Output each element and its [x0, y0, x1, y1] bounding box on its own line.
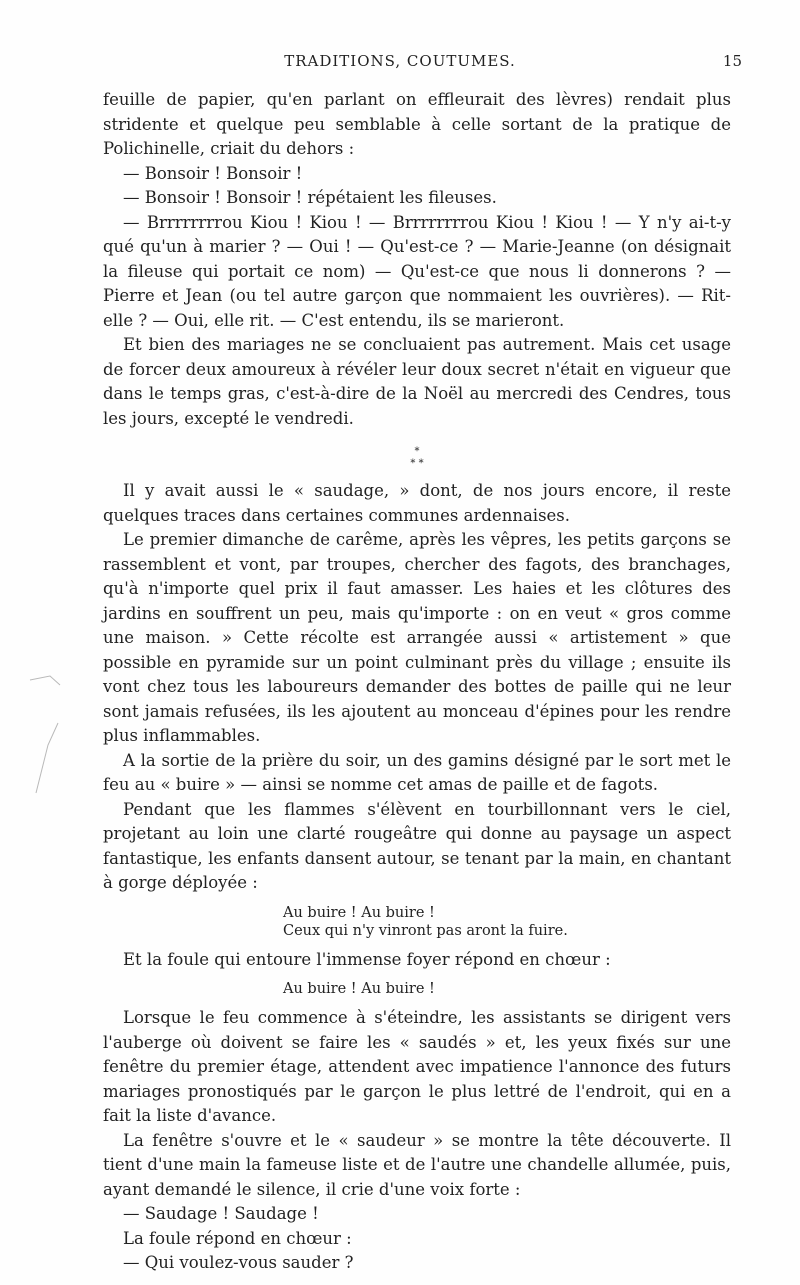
separator-stars-bottom: * *	[410, 458, 424, 469]
verse-block	[103, 904, 731, 940]
paragraph: Et la foule qui entoure l'immense foyer répond en chœur :	[123, 949, 611, 969]
paragraph: feuille de papier, qu'en parlant on effleurait des lèvres) rendait plus stridente et quelque peu semblable à celle sortant de la pratique de Polichinelle, criait du dehors :	[103, 90, 731, 158]
paragraph: Il y avait aussi le « saudage, » dont, de nos jours encore, il reste quelques traces dans certaines communes ardennaises.	[103, 481, 731, 525]
paragraph: A la sortie de la prière du soir, un des gamins désigné par le sort met le feu au « buire » — ainsi se nomme cet amas de paille et de fagots.	[103, 750, 731, 794]
verse-line: Ceux qui n'y vinront pas aront la fuire.	[283, 922, 568, 939]
page-number: 15	[722, 52, 742, 70]
pencil-mark-icon	[28, 675, 68, 795]
paragraph: Pendant que les flammes s'élèvent en tourbillonnant vers le ciel, projetant au loin une clarté rougeâtre qui donne au paysage un aspect fantastique, les enfants dansent autour, se tenant par la main, en chantant à gorge déployée :	[103, 799, 731, 892]
paragraph: La foule répond en chœur :	[123, 1228, 352, 1248]
paragraph: — Saudage ! Saudage !	[123, 1204, 319, 1223]
paragraph: Et bien des mariages ne se concluaient pas autrement. Mais cet usage de forcer deux amoureux à révéler leur doux secret n'était en vigueur que dans le temps gras, c'est-à-dire de la Noël au mercredi des Cendres, tous les jours, excepté le vendredi.	[103, 335, 731, 428]
separator-star-top: *	[414, 446, 420, 457]
paragraph: — Bonsoir ! Bonsoir ! répétaient les fileuses.	[123, 188, 497, 207]
paragraph: — Bonsoir ! Bonsoir !	[123, 163, 303, 183]
paragraph: Lorsque le feu commence à s'éteindre, les assistants se dirigent vers l'auberge où doivent se faire les « saudés » et, les yeux fixés sur une fenêtre du premier étage, attendent avec impatience l'annonce des futurs mariages pronostiqués par le garçon le plus lettré de l'endroit, qui en a fait la liste d'avance.	[103, 1008, 731, 1125]
paragraph: — Brrrrrrrrou Kiou ! Kiou ! — Brrrrrrrrou Kiou ! Kiou ! — Y n'y ai-t-y qué qu'un à marier ? — Oui ! — Qu'est-ce ? — Marie-Jeanne (on désignait la fileuse qui portait ce nom) — Qu'est-ce que nous li donnerons ? — Pierre et Jean (ou tel autre garçon que nommaient les ouvrières). — Rit-elle ? — Oui, elle rit. — C'est entendu, ils se marieront.	[103, 212, 731, 330]
section-separator	[103, 446, 731, 470]
verse-block	[103, 980, 731, 998]
body-text	[103, 88, 731, 1276]
paragraph: La fenêtre s'ouvre et le « saudeur » se montre la tête découverte. Il tient d'une main la fameuse liste et de l'autre une chandelle allumée, puis, ayant demandé le silence, il crie d'une voix forte :	[103, 1130, 731, 1199]
paragraph: — Qui voulez-vous sauder ?	[123, 1253, 354, 1272]
paragraph: Le premier dimanche de carême, après les vêpres, les petits garçons se rassemblent et vont, par troupes, chercher des fagots, des branchages, qu'à n'importe quel prix il faut amasser. Les haies et les clôtures des jardins en souffrent un peu, mais qu'importe : on en veut « gros comme une maison. » Cette récolte est arrangée aussi « artistement » que possible en pyramide sur un point culminant près du village ; ensuite ils vont chez tous les laboureurs demander des bottes de paille qui ne leur sont jamais refusées, ils les ajoutent au monceau d'épines pour les rendre plus inflammables.	[103, 530, 731, 745]
page-header	[0, 52, 800, 72]
running-title: TRADITIONS, COUTUMES.	[284, 52, 516, 70]
verse-line: Au buire ! Au buire !	[283, 904, 435, 921]
verse-line: Au buire ! Au buire !	[283, 981, 435, 997]
